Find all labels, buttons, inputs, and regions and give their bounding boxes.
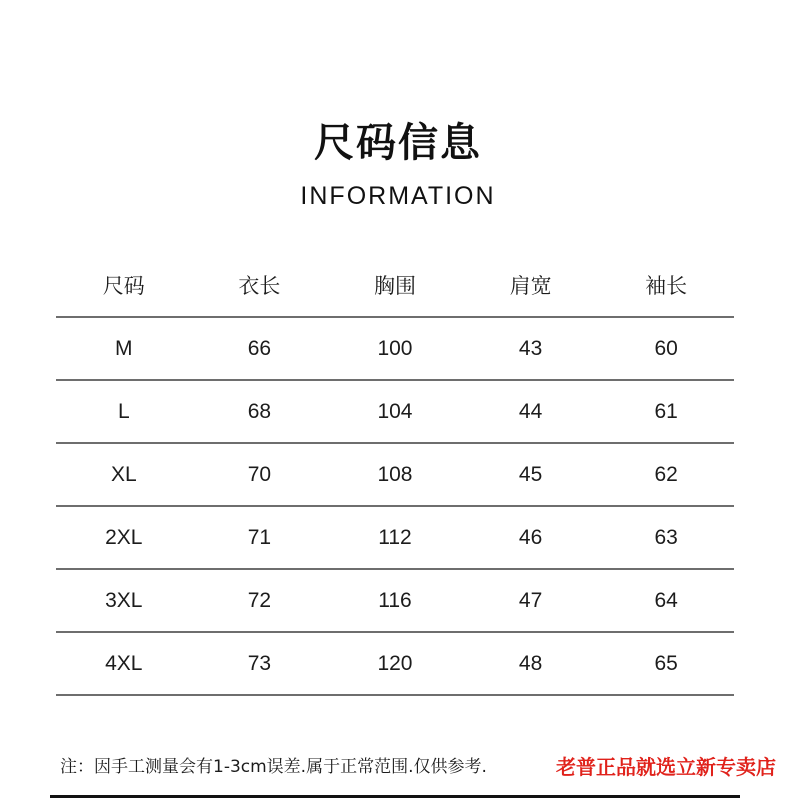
header-shoulder: 肩宽 xyxy=(509,274,552,298)
size-table xyxy=(56,254,734,696)
table-row xyxy=(56,633,734,696)
cell-shoulder: 43 xyxy=(518,336,543,360)
cell-sleeve: 62 xyxy=(654,462,678,486)
cell-chest: 112 xyxy=(378,525,412,549)
cell-length: 71 xyxy=(247,525,272,549)
page-subtitle: INFORMATION xyxy=(300,182,496,210)
cell-chest: 120 xyxy=(377,651,413,675)
cell-shoulder: 44 xyxy=(518,399,543,423)
header-chest: 胸围 xyxy=(373,274,416,298)
cell-size: 3XL xyxy=(105,588,143,612)
header-sleeve: 袖长 xyxy=(645,274,688,298)
cell-size: M xyxy=(115,336,133,360)
cell-sleeve: 60 xyxy=(654,336,678,360)
cell-shoulder: 48 xyxy=(518,651,543,675)
cell-size: 2XL xyxy=(105,525,143,549)
cell-length: 70 xyxy=(247,462,272,486)
header-size: 尺码 xyxy=(102,274,145,298)
table-row xyxy=(56,318,734,381)
cell-shoulder: 45 xyxy=(518,462,543,486)
table-row xyxy=(56,570,734,633)
table-row xyxy=(56,507,734,570)
cell-chest: 116 xyxy=(378,588,412,612)
cell-length: 72 xyxy=(247,588,272,612)
table-row xyxy=(56,444,734,507)
cell-size: XL xyxy=(110,462,137,486)
cell-size: L xyxy=(117,399,130,423)
cell-sleeve: 65 xyxy=(654,651,678,675)
store-watermark: 老普正品就选立新专卖店 xyxy=(556,755,776,779)
cell-length: 66 xyxy=(247,336,272,360)
cell-sleeve: 64 xyxy=(654,588,678,612)
cell-sleeve: 63 xyxy=(654,525,678,549)
cell-chest: 104 xyxy=(377,399,413,423)
table-row xyxy=(56,381,734,444)
cell-size: 4XL xyxy=(105,651,143,675)
header-length: 衣长 xyxy=(238,274,281,298)
page-title: 尺码信息 xyxy=(314,120,482,166)
cell-shoulder: 47 xyxy=(518,588,543,612)
cell-length: 73 xyxy=(247,651,272,675)
cell-chest: 108 xyxy=(377,462,413,486)
cell-shoulder: 46 xyxy=(518,525,543,549)
measurement-note: 注：因手工测量会有1-3cm误差.属于正常范围.仅供参考. xyxy=(60,757,487,777)
table-header xyxy=(56,254,734,318)
bottom-divider xyxy=(50,795,740,798)
cell-length: 68 xyxy=(247,399,272,423)
cell-sleeve: 61 xyxy=(654,399,678,423)
cell-chest: 100 xyxy=(377,336,413,360)
